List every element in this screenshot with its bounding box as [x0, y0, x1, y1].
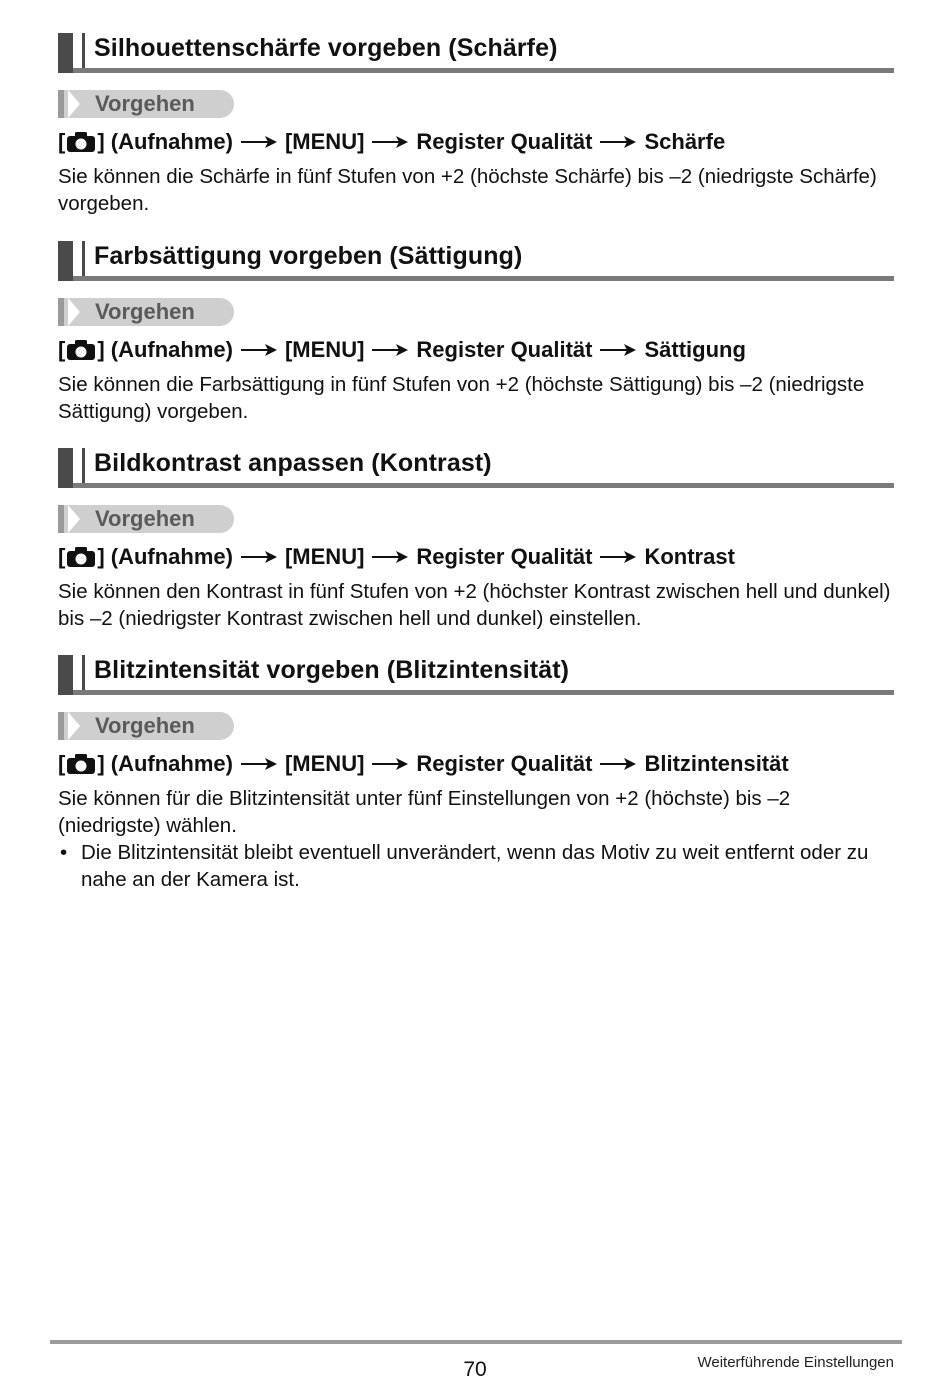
header-bar-block	[58, 241, 73, 281]
footer-chapter: Weiterführende Einstellungen	[697, 1354, 894, 1371]
procedure-badge-lead	[58, 505, 64, 533]
path-target: Blitzintensität	[644, 751, 789, 776]
camera-icon	[66, 546, 96, 568]
section-contrast	[58, 448, 894, 632]
path-target: Sättigung	[644, 337, 746, 362]
arrow-right-icon	[372, 757, 408, 771]
bullet-text: Die Blitzintensität bleibt eventuell unverändert, wenn das Motiv zu weit entfernt oder zu nahe an der Kamera ist.	[81, 841, 869, 891]
procedure-badge-lead	[58, 90, 64, 118]
path-register: Register Qualität	[416, 129, 593, 154]
header-underline	[73, 690, 894, 695]
path-open-bracket: [	[58, 129, 66, 154]
procedure-badge-lead	[58, 712, 64, 740]
section-title: Blitzintensität vorgeben (Blitzintensität)	[94, 656, 570, 684]
arrow-right-icon	[372, 343, 408, 357]
section-title: Farbsättigung vorgeben (Sättigung)	[94, 242, 523, 270]
path-register: Register Qualität	[416, 337, 593, 362]
section-header	[58, 241, 894, 281]
header-underline	[73, 276, 894, 281]
path-register: Register Qualität	[416, 544, 593, 569]
procedure-badge	[58, 298, 234, 326]
header-bar-block	[58, 655, 73, 695]
path-menu: [MENU]	[284, 751, 365, 776]
path-close-bracket: ] (Aufnahme)	[97, 544, 233, 569]
section-header	[58, 448, 894, 488]
header-bar-line	[82, 655, 85, 695]
path-open-bracket: [	[58, 544, 66, 569]
procedure-badge-notch	[68, 298, 80, 326]
header-bar-line	[82, 241, 85, 281]
path-target: Schärfe	[644, 129, 726, 154]
note-bullet	[58, 839, 894, 893]
procedure-badge-notch	[68, 90, 80, 118]
path-close-bracket: ] (Aufnahme)	[97, 129, 233, 154]
page-number: 70	[463, 1358, 487, 1381]
arrow-right-icon	[241, 550, 277, 564]
footer-divider	[50, 1340, 902, 1344]
procedure-label: Vorgehen	[95, 506, 195, 531]
arrow-right-icon	[241, 343, 277, 357]
arrow-right-icon	[600, 343, 636, 357]
path-close-bracket: ] (Aufnahme)	[97, 751, 233, 776]
header-underline	[73, 68, 894, 73]
arrow-right-icon	[241, 757, 277, 771]
section-flash-intensity	[58, 655, 894, 893]
section-title: Bildkontrast anpassen (Kontrast)	[94, 449, 492, 477]
section-header	[58, 655, 894, 695]
section-sharpness	[58, 33, 894, 217]
section-header	[58, 33, 894, 73]
path-menu: [MENU]	[284, 129, 365, 154]
procedure-label: Vorgehen	[95, 713, 195, 738]
menu-path	[58, 127, 894, 157]
section-description: Sie können den Kontrast in fünf Stufen von +2 (höchster Kontrast zwischen hell und dunkel) bis –2 (niedrigster Kontrast zwischen hell und dunkel) einstellen.	[58, 580, 891, 630]
procedure-badge-notch	[68, 712, 80, 740]
camera-icon	[66, 753, 96, 775]
path-open-bracket: [	[58, 751, 66, 776]
section-description: Sie können die Schärfe in fünf Stufen von +2 (höchste Schärfe) bis –2 (niedrigste Schärfe) vorgeben.	[58, 165, 877, 215]
path-menu: [MENU]	[284, 544, 365, 569]
path-target: Kontrast	[644, 544, 735, 569]
section-description: Sie können für die Blitzintensität unter fünf Einstellungen von +2 (höchste) bis –2 (niedrigste) wählen.	[58, 787, 791, 837]
camera-icon	[66, 339, 96, 361]
procedure-badge	[58, 90, 234, 118]
section-title: Silhouettenschärfe vorgeben (Schärfe)	[94, 34, 558, 62]
menu-path	[58, 335, 894, 365]
path-open-bracket: [	[58, 337, 66, 362]
section-description: Sie können die Farbsättigung in fünf Stufen von +2 (höchste Sättigung) bis –2 (niedrigste Sättigung) vorgeben.	[58, 373, 865, 423]
header-bar-block	[58, 448, 73, 488]
arrow-right-icon	[600, 757, 636, 771]
section-saturation	[58, 241, 894, 425]
menu-path	[58, 542, 894, 572]
procedure-badge	[58, 712, 234, 740]
procedure-label: Vorgehen	[95, 299, 195, 324]
path-register: Register Qualität	[416, 751, 593, 776]
arrow-right-icon	[372, 135, 408, 149]
arrow-right-icon	[600, 550, 636, 564]
arrow-right-icon	[372, 550, 408, 564]
camera-icon	[66, 131, 96, 153]
header-underline	[73, 483, 894, 488]
procedure-label: Vorgehen	[95, 91, 195, 116]
procedure-badge	[58, 505, 234, 533]
path-menu: [MENU]	[284, 337, 365, 362]
arrow-right-icon	[600, 135, 636, 149]
arrow-right-icon	[241, 135, 277, 149]
header-bar-line	[82, 448, 85, 488]
header-bar-line	[82, 33, 85, 73]
header-bar-block	[58, 33, 73, 73]
procedure-badge-notch	[68, 505, 80, 533]
path-close-bracket: ] (Aufnahme)	[97, 337, 233, 362]
procedure-badge-lead	[58, 298, 64, 326]
menu-path	[58, 749, 894, 779]
bullet-marker: •	[60, 841, 68, 864]
